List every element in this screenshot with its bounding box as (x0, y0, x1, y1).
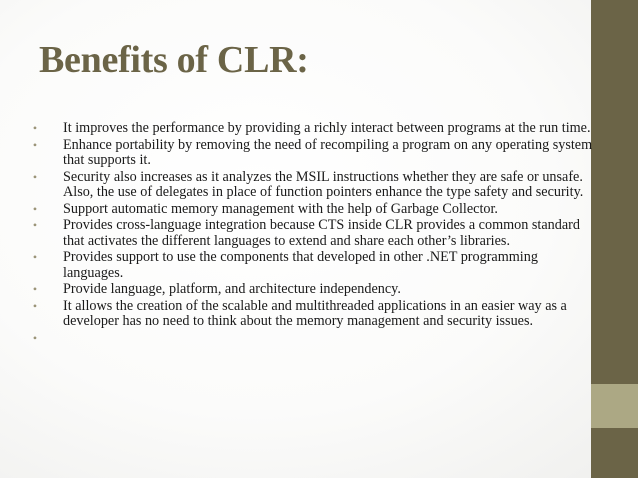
bullet-text: Enhance portability by removing the need of recompiling a program on any operating system that supports it. (63, 136, 593, 168)
bullet-text: Provide language, platform, and architecture independency. (63, 281, 401, 297)
bullet-item (30, 218, 600, 249)
bullet-item (30, 121, 600, 137)
bullet-list (30, 121, 600, 347)
right-accent-block (591, 384, 638, 428)
bullet-dot-icon: • (32, 121, 38, 135)
bullet-item (30, 138, 600, 169)
bullet-text: Provides cross-language integration because CTS inside CLR provides a common standard that activates the different languages to extend and share each other’s libraries. (63, 217, 580, 249)
bullet-item (30, 282, 600, 298)
slide-title: Benefits of CLR: (39, 39, 309, 81)
bullet-item (30, 250, 600, 281)
bullet-dot-icon: • (32, 282, 38, 296)
bullet-item (30, 299, 600, 330)
bullet-item (30, 202, 600, 218)
bullet-dot-icon: • (32, 298, 38, 313)
bullet-item-empty (30, 331, 600, 347)
bullet-text: It improves the performance by providing a richly interact between programs at the run time. (63, 120, 591, 136)
bullet-dot-icon: • (32, 330, 38, 345)
bullet-text: Support automatic memory management with the help of Garbage Collector. (63, 200, 498, 217)
bullet-dot-icon: • (32, 218, 38, 232)
bullet-text: It allows the creation of the scalable and multithreaded applications in an easier way as a developer has no need to think about the memory management and security issues. (63, 297, 567, 329)
bullet-dot-icon: • (32, 137, 38, 152)
bullet-dot-icon: • (32, 201, 38, 216)
bullet-text: Security also increases as it analyzes the MSIL instructions whether they are safe or unsafe. Also, the use of delegates in place of function pointers enhance the type safety and security. (63, 168, 584, 200)
bullet-item (30, 170, 600, 201)
bullet-dot-icon: • (32, 169, 38, 184)
bullet-dot-icon: • (32, 250, 38, 264)
bullet-text: Provides support to use the components that developed in other .NET programming languages. (63, 249, 538, 281)
